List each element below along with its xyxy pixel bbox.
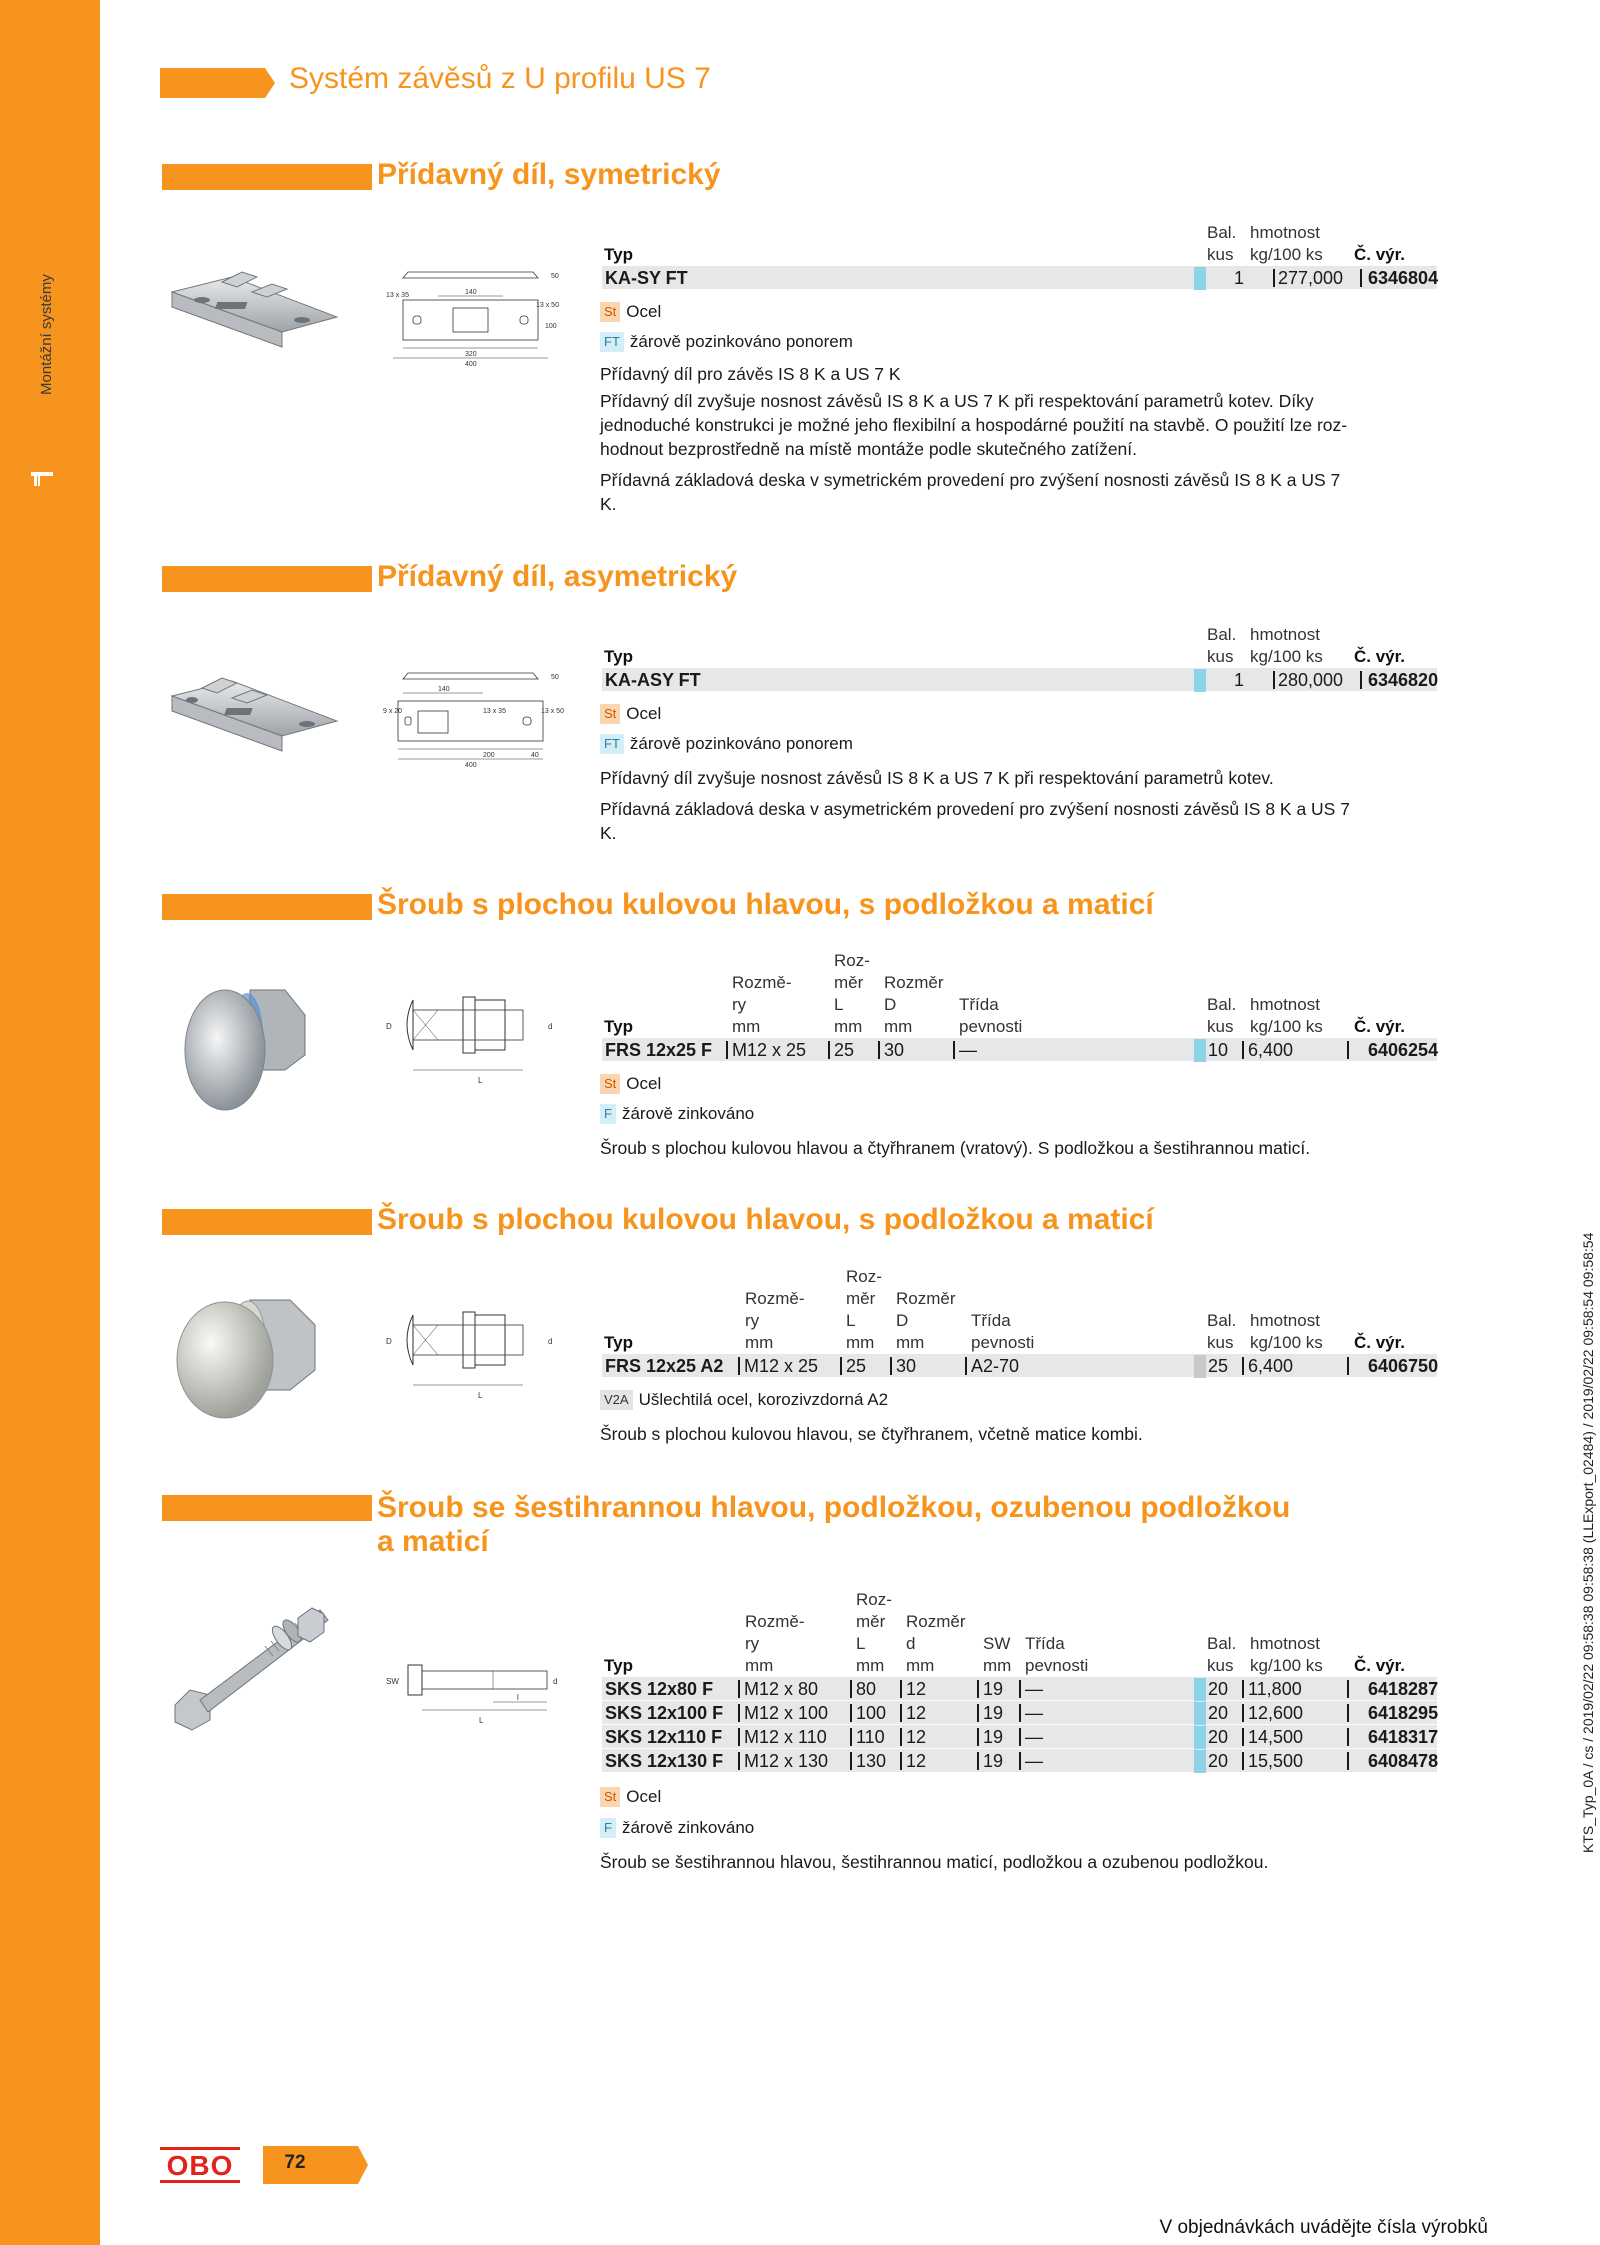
description-line: Šroub se šestihrannou hlavou, šestihrannou maticí, podložkou a ozubenou podložkou. <box>600 1852 1269 1872</box>
section-bar <box>162 566 372 592</box>
carriage-bolt-a2-drawing <box>383 1300 568 1410</box>
dim-label: d <box>548 1337 553 1346</box>
dim-label: 50 <box>551 674 559 681</box>
col-label: L <box>834 995 844 1014</box>
col-label: Rozmě- <box>745 1612 805 1631</box>
col-label: mm <box>906 1656 935 1675</box>
dim-label: d <box>553 1677 558 1686</box>
description-line: Přídavný díl zvyšuje nosnost závěsů IS 8 K a US 7 K při respektování parametrů kotev. <box>600 768 1274 788</box>
col-kg100: kg/100 ks <box>1250 1333 1323 1352</box>
section-title: Šroub se šestihrannou hlavou, podložkou, ozubenou podložkou <box>377 1491 1291 1524</box>
col-label: Roz- <box>856 1590 892 1609</box>
col-kg100: kg/100 ks <box>1250 1656 1323 1675</box>
section-bar <box>162 1209 372 1235</box>
description-line: Šroub s plochou kulovou hlavou a čtyřhranem (vratový). S podložkou a šestihrannou maticí. <box>600 1138 1311 1158</box>
description-line: Přídavný díl zvyšuje nosnost závěsů IS 8 K a US 7 K při respektování parametrů kotev. Díky <box>600 391 1314 411</box>
col-label: Třída <box>971 1311 1011 1330</box>
col-hmotnost: hmotnost <box>1250 995 1320 1014</box>
col-label: mm <box>834 1017 863 1036</box>
dim-label: 40 <box>531 752 539 759</box>
table-row: KA-SY FT 1 277,000 6346804 <box>602 266 1437 289</box>
col-label: D <box>896 1311 909 1330</box>
col-label: ry <box>745 1311 760 1330</box>
col-cvyr: Č. výr. <box>1354 245 1406 264</box>
col-kg100: kg/100 ks <box>1250 1017 1323 1036</box>
col-hmotnost: hmotnost <box>1250 625 1320 644</box>
table-row: SKS 12x130 F M12 x 130 130 12 19 — 20 15,500 6408478 <box>602 1749 1437 1772</box>
section-title: Přídavný díl, asymetrický <box>377 560 738 593</box>
dim-label: 140 <box>465 289 477 296</box>
col-label: pevnosti <box>971 1333 1035 1352</box>
col-label: pevnosti <box>959 1017 1023 1036</box>
dim-label: l <box>517 1693 519 1702</box>
col-label: mm <box>745 1656 774 1675</box>
material-line: St Ocel <box>600 301 661 323</box>
table-row: KA-ASY FT 1 280,000 6346820 <box>602 668 1437 691</box>
dim-label: 13 x 50 <box>541 708 564 715</box>
material-line: St Ocel <box>600 1786 661 1808</box>
material-line: F žárově zinkováno <box>600 1103 754 1125</box>
col-label: Rozměr <box>906 1612 966 1631</box>
section-bar <box>162 894 372 920</box>
dim-label: 50 <box>551 273 559 280</box>
table-row: FRS 12x25 A2 M12 x 25 25 30 A2-70 25 6,400 6406750 <box>602 1354 1437 1377</box>
hex-bolt-photo <box>170 1590 350 1740</box>
col-kus: kus <box>1207 245 1234 264</box>
dim-label: 400 <box>465 361 477 368</box>
col-label: mm <box>983 1656 1012 1675</box>
col-label: pevnosti <box>1025 1656 1089 1675</box>
dim-label: 200 <box>483 752 495 759</box>
dim-label: L <box>478 1076 483 1085</box>
product-table <box>602 1266 1437 1386</box>
col-label: Rozměr <box>896 1289 956 1308</box>
col-label: mm <box>732 1017 761 1036</box>
section-title: Přídavný díl, symetrický <box>377 158 721 191</box>
dim-label: 100 <box>545 323 557 330</box>
col-typ: Typ <box>604 245 633 264</box>
section-title: Šroub s plochou kulovou hlavou, s podložkou a maticí <box>377 888 1154 921</box>
dim-label: L <box>478 1391 483 1400</box>
product-table <box>602 950 1437 1070</box>
material-line: FT žárově pozinkováno ponorem <box>600 733 853 755</box>
col-label: L <box>846 1311 856 1330</box>
col-label: měr <box>834 973 864 992</box>
description-line: K. <box>600 494 617 514</box>
col-label: D <box>884 995 897 1014</box>
col-label: mm <box>856 1656 885 1675</box>
col-label: ry <box>732 995 747 1014</box>
dim-label: D <box>386 1337 392 1346</box>
section-title: Šroub s plochou kulovou hlavou, s podložkou a maticí <box>377 1203 1154 1236</box>
col-hmotnost: hmotnost <box>1250 1311 1320 1330</box>
carriage-bolt-a2-photo <box>170 1290 320 1425</box>
col-kus: kus <box>1207 647 1234 666</box>
col-label: mm <box>745 1333 774 1352</box>
dim-label: 400 <box>465 762 477 769</box>
product-table <box>602 1589 1437 1789</box>
description-line: Přídavná základová deska v asymetrickém provedení pro zvýšení nosnosti závěsů IS 8 K a US 7 <box>600 799 1350 819</box>
col-bal: Bal. <box>1207 223 1237 242</box>
col-hmotnost: hmotnost <box>1250 1634 1320 1653</box>
category-label: Montážní systémy <box>38 274 55 395</box>
table-row: SKS 12x100 F M12 x 100 100 12 19 — 20 12,600 6418295 <box>602 1701 1437 1724</box>
col-label: Roz- <box>846 1267 882 1286</box>
col-cvyr: Č. výr. <box>1354 1017 1406 1036</box>
col-typ: Typ <box>604 1333 633 1352</box>
col-cvyr: Č. výr. <box>1354 1333 1406 1352</box>
col-bal: Bal. <box>1207 1311 1237 1330</box>
dim-label: L <box>479 1716 484 1725</box>
col-label: Třída <box>1025 1634 1065 1653</box>
description-line: Šroub s plochou kulovou hlavou, se čtyřhranem, včetně matice kombi. <box>600 1424 1143 1444</box>
bracket-symmetric-drawing <box>383 262 568 380</box>
section-title: a maticí <box>377 1525 489 1558</box>
col-typ: Typ <box>604 1656 633 1675</box>
col-bal: Bal. <box>1207 995 1237 1014</box>
material-line: FT žárově pozinkováno ponorem <box>600 331 853 353</box>
col-kg100: kg/100 ks <box>1250 245 1323 264</box>
page-number: 72 <box>284 2152 306 2173</box>
dim-label: 9 x 20 <box>383 708 403 715</box>
col-label: Roz- <box>834 951 870 970</box>
col-label: Rozměr <box>884 973 944 992</box>
col-label: měr <box>846 1289 876 1308</box>
dim-label: 320 <box>465 351 477 358</box>
profile-rail-icon <box>30 468 54 488</box>
description-line: Přídavný díl pro závěs IS 8 K a US 7 K <box>600 364 901 384</box>
col-kus: kus <box>1207 1333 1234 1352</box>
page-title: Systém závěsů z U profilu US 7 <box>289 62 711 95</box>
dim-label: 13 x 50 <box>536 302 559 309</box>
col-label: mm <box>884 1017 913 1036</box>
dim-label: 13 x 35 <box>483 708 506 715</box>
col-cvyr: Č. výr. <box>1354 1656 1406 1675</box>
col-typ: Typ <box>604 1017 633 1036</box>
col-label: ry <box>745 1634 760 1653</box>
col-label: Rozmě- <box>745 1289 805 1308</box>
description-line: Přídavná základová deska v symetrickém provedení pro zvýšení nosnosti závěsů IS 8 K a US 7 <box>600 470 1341 490</box>
obo-logo <box>160 2147 240 2183</box>
col-hmotnost: hmotnost <box>1250 223 1320 242</box>
col-label: mm <box>846 1333 875 1352</box>
col-label: L <box>856 1634 866 1653</box>
section-bar <box>162 164 372 190</box>
dim-label: 140 <box>438 686 450 693</box>
col-label: měr <box>856 1612 886 1631</box>
bracket-asymmetric-photo <box>162 666 342 776</box>
export-metadata: KTS_Typ_0A / cs / 2019/02/22 09:58:38 09:58:38 (LLExport_02484) / 2019/02/22 09:58:54 09:58:54 <box>1580 1232 1596 1853</box>
material-line: F žárově zinkováno <box>600 1817 754 1839</box>
col-bal: Bal. <box>1207 625 1237 644</box>
dim-label: 13 x 35 <box>386 292 409 299</box>
bracket-asymmetric-drawing <box>383 663 568 781</box>
table-row: FRS 12x25 F M12 x 25 25 30 — 10 6,400 6406254 <box>602 1038 1437 1061</box>
svg-text:OBO: OBO <box>166 2150 234 2181</box>
description-line: hodnout bezprostředně na místě montáže podle skutečného zatížení. <box>600 439 1138 459</box>
carriage-bolt-photo <box>175 975 315 1120</box>
carriage-bolt-drawing <box>383 985 568 1095</box>
product-table <box>602 622 1437 692</box>
product-table <box>602 220 1437 290</box>
material-line: St Ocel <box>600 1073 661 1095</box>
bracket-symmetric-photo <box>162 262 342 372</box>
footer-note: V objednávkách uvádějte čísla výrobků <box>1159 2217 1488 2238</box>
hex-bolt-drawing <box>383 1640 568 1735</box>
col-cvyr: Č. výr. <box>1354 647 1406 666</box>
dim-label: D <box>386 1022 392 1031</box>
material-line: St Ocel <box>600 703 661 725</box>
col-bal: Bal. <box>1207 1634 1237 1653</box>
header-arrow-tab <box>160 68 275 98</box>
dim-label: d <box>548 1022 553 1031</box>
col-label: SW <box>983 1634 1011 1653</box>
col-typ: Typ <box>604 647 633 666</box>
col-label: Rozmě- <box>732 973 792 992</box>
description-line: jednoduché konstrukci je možné jeho flexibilní a hospodárné použití na stavbě. O použití lze roz- <box>600 415 1348 435</box>
table-row: SKS 12x110 F M12 x 110 110 12 19 — 20 14,500 6418317 <box>602 1725 1437 1748</box>
description-line: K. <box>600 823 617 843</box>
col-label: mm <box>896 1333 925 1352</box>
dim-label: SW <box>386 1677 399 1686</box>
col-kus: kus <box>1207 1017 1234 1036</box>
col-label: d <box>906 1634 916 1653</box>
material-line: V2A Ušlechtilá ocel, korozivzdorná A2 <box>600 1389 888 1411</box>
table-row: SKS 12x80 F M12 x 80 80 12 19 — 20 11,800 6418287 <box>602 1677 1437 1700</box>
col-label: Třída <box>959 995 999 1014</box>
col-kg100: kg/100 ks <box>1250 647 1323 666</box>
section-bar <box>162 1495 372 1521</box>
col-kus: kus <box>1207 1656 1234 1675</box>
